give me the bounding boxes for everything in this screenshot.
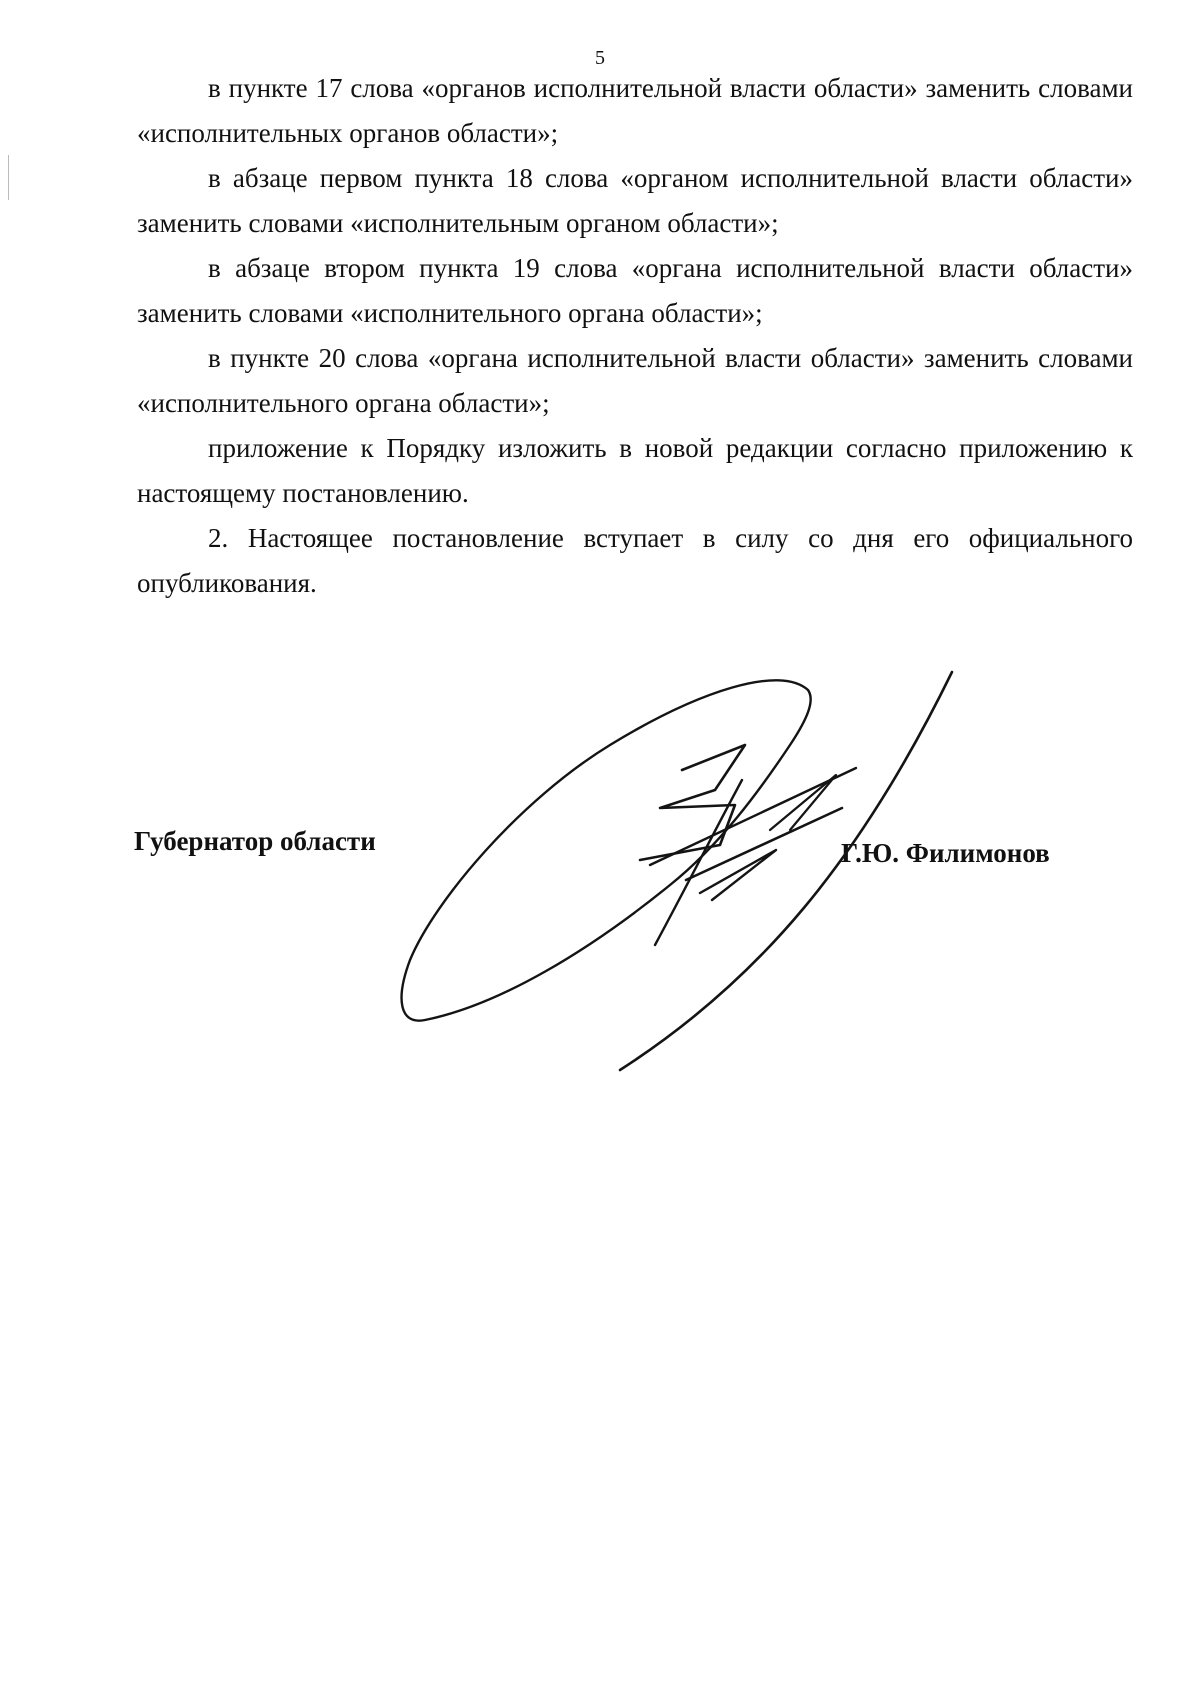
signature-stroke-hatch-3 (700, 850, 776, 900)
signatory-name: Г.Ю. Филимонов (841, 838, 1050, 868)
paragraph-appendix: приложение к Порядку изложить в новой редакции согласно приложению к настоящему постановлению. (137, 433, 1133, 508)
paragraph-item-19: в абзаце втором пункта 19 слова «органа исполнительной власти области» заменить словами «исполнительного органа области»; (137, 253, 1133, 328)
paragraph-effective-date: 2. Настоящее постановление вступает в силу со дня его официального опубликования. (137, 523, 1133, 598)
paragraph-item-18: в абзаце первом пункта 18 слова «органом исполнительной власти области» заменить словами «исполнительным органом области»; (137, 163, 1133, 238)
signature-stroke-sweep (620, 672, 952, 1070)
paragraph-item-17: в пункте 17 слова «органов исполнительной власти области» заменить словами «исполнительных органов области»; (137, 73, 1133, 148)
paragraph-item-20: в пункте 20 слова «органа исполнительной власти области» заменить словами «исполнительного органа области»; (137, 343, 1133, 418)
signatory-position: Губернатор области (134, 826, 376, 856)
page-number: 5 (595, 47, 605, 69)
signature-stroke-hatch-4 (770, 775, 836, 830)
